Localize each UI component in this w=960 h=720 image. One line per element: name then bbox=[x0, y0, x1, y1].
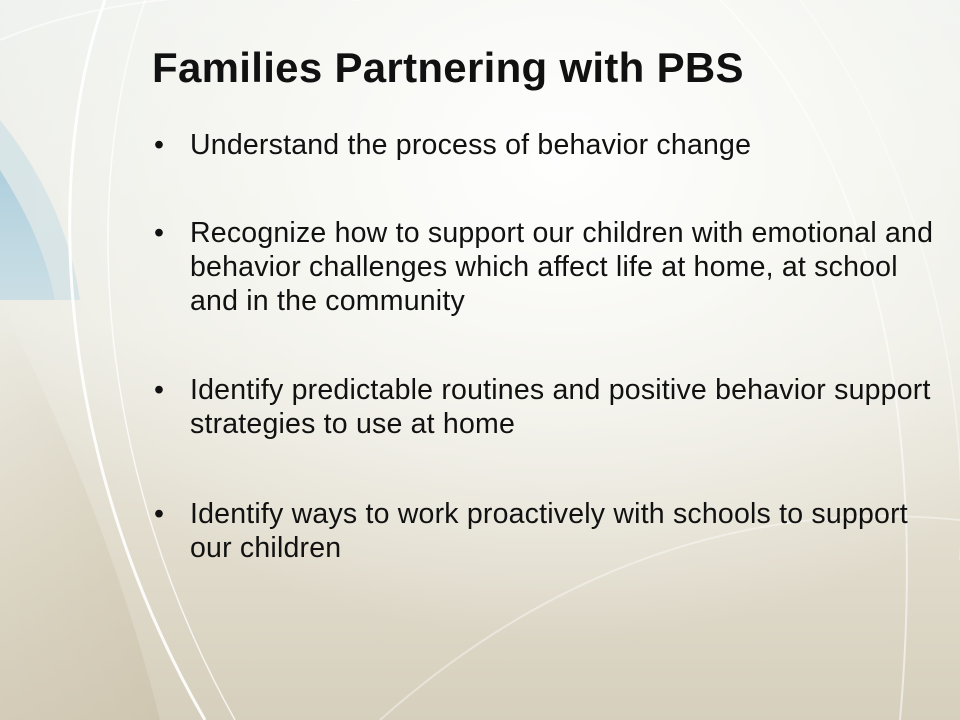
bullet-dot: • bbox=[154, 374, 165, 406]
bullet-text: Identify predictable routines and positive behavior support strategies to use at home bbox=[190, 374, 931, 440]
bullet-list bbox=[154, 128, 944, 565]
bullet-text: Recognize how to support our children with emotional and behavior challenges which affect life at home, at school and in the community bbox=[190, 217, 934, 317]
bullet-item bbox=[154, 373, 944, 441]
slide-title: Families Partnering with PBS bbox=[152, 44, 744, 91]
bullet-item bbox=[154, 216, 944, 318]
bullet-dot: • bbox=[154, 129, 165, 161]
bullet-dot: • bbox=[154, 217, 165, 249]
bullet-text: Identify ways to work proactively with schools to support our children bbox=[190, 498, 908, 564]
bullet-item bbox=[154, 128, 944, 162]
bullet-dot: • bbox=[154, 498, 165, 530]
bullet-text: Understand the process of behavior change bbox=[190, 129, 752, 161]
bullet-item bbox=[154, 497, 944, 565]
